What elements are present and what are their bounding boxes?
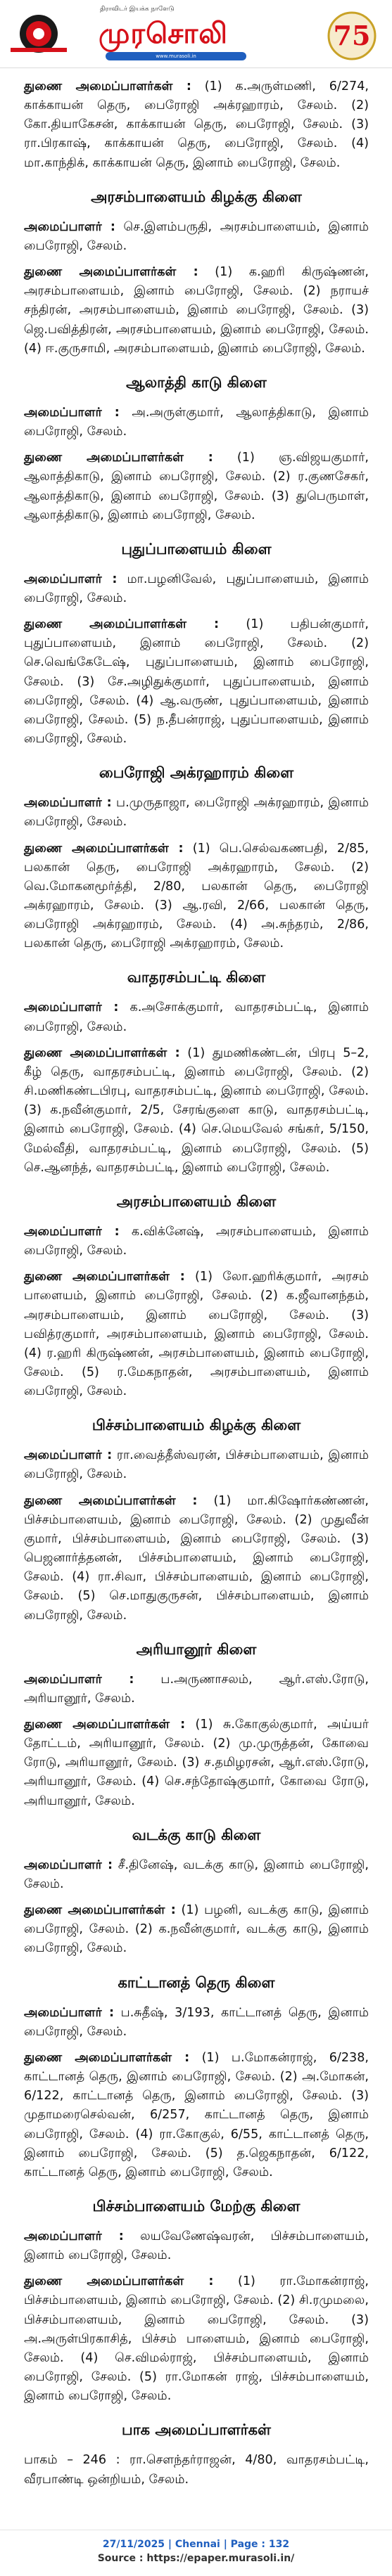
member-paragraph — [24, 1446, 369, 1484]
role-label: அமைப்பாளர் : — [24, 1000, 119, 1015]
role-label: அமைப்பாளர் : — [24, 219, 115, 234]
role-label: அமைப்பாளர் : — [24, 1857, 113, 1872]
member-details: செ.இளம்பருதி, அரசம்பாளையம், இனாம் பைரோஜி, சேலம். — [24, 219, 369, 253]
role-label: அமைப்பாளர் : — [24, 2005, 114, 2020]
anniversary-75-badge-icon — [310, 10, 386, 62]
role-label: துணை அமைப்பாளர்கள் : — [24, 1718, 186, 1732]
role-label: துணை அமைப்பாளர்கள் : — [24, 1903, 176, 1918]
member-details: (1) க.அருள்மணி, 6/274, காக்காயன் தெரு, பைரோஜி அக்ரஹாரம், சேலம். (2) கோ.தியாகேசன், காக்காயன் தெரு, பைரோஜி, சேலம். (3) ரா.பிரகாஷ், காக்காயன் தெரு, பைரோஜி, சேலம். (4) மா.காந்திக், காக்காயன் தெரு, இனாம் பைரோஜி, சேலம். — [24, 79, 369, 170]
branch-heading: வாதரசம்பட்டி கிளை — [127, 969, 266, 986]
member-details: ப.முருதாஜா, பைரோஜி அக்ரஹாரம், இனாம் பைரோஜி, சேலம். — [24, 796, 369, 830]
role-label: துணை அமைப்பாளர்கள் : — [24, 1493, 198, 1508]
party-emblem-icon — [7, 13, 70, 55]
masthead — [0, 0, 392, 68]
branch-heading: பாக அமைப்பாளர்கள் — [122, 2421, 271, 2439]
member-paragraph — [24, 1901, 369, 1958]
member-paragraph — [24, 839, 369, 954]
member-details: லயவேணேஷ்வரன், பிச்சம்பாளையம், இனாம் பைரோஜி, சேலம். — [24, 2229, 369, 2263]
member-details: (1) பெ.செல்வகணபதி, 2/85, பலகான் தெரு, பைரோஜி அக்ரஹாரம், சேலம். (2) வெ.மோகனமூர்த்தி, 2/80, பலகான் தெரு, பைரோஜி அக்ரஹாரம், சேலம். (3) ஆ.ரவி, 2/66, பலகான் தெரு, பைரோஜி அக்ரஹாரம், சேலம். (4) அ.சுந்தரம், 2/86, பலகான் தெரு, பைரோஜி அக்ரஹாரம், சேலம். — [24, 841, 369, 951]
member-paragraph — [24, 77, 369, 173]
member-paragraph — [24, 794, 369, 832]
role-label: அமைப்பாளர் : — [24, 1672, 134, 1687]
member-details: ப.அருணாசலம், ஆர்.எஸ்.ரோடு, அரியானூர், சேலம். — [24, 1672, 369, 1706]
member-paragraph — [24, 2004, 369, 2042]
role-label: துணை அமைப்பாளர்கள் : — [24, 265, 198, 280]
role-label: துணை அமைப்பாளர்கள் : — [24, 841, 184, 856]
member-paragraph — [24, 1044, 369, 1178]
member-paragraph — [24, 570, 369, 608]
branch-heading: புதுப்பாளையம் கிளை — [121, 540, 272, 558]
role-label: துணை அமைப்பாளர்கள் : — [24, 2050, 190, 2065]
member-details: (1) பதிபன்குமார், புதுப்பாளையம், இனாம் பைரோஜி, சேலம். (2) செ.வெங்கேடேஷ், புதுப்பாளையம், இனாம் பைரோஜி, சேலம். (3) சே.அழிதுக்குமார், புதுப்பாளையம், இனாம் பைரோஜி, சேலம். (4) ஆ.வருண், புதுப்பாளையம், இனாம் பைரோஜி, சேலம். (5) ந.தீபன்ராஜ், புதுப்பாளையம், இனாம் பைரோஜி, சேலம். — [24, 617, 369, 747]
member-details: சீ.தினேஷ், வடக்கு காடு, இனாம் பைரோஜி, சேலம். — [24, 1857, 369, 1891]
member-details: (1) சு.கோகுல்குமார், அய்யர் தோட்டம், அரியானூர், சேலம். (2) மு.முருத்தன், கோவை ரோடு, அரியானூர், சேலம். (3) ச.தமிழரசன், ஆர்.எஸ்.ரோடு, அரியானூர், சேலம். (4) செ.சந்தோஷ்குமார், கோவை ரோடு, அரியானூர், சேலம். — [24, 1718, 369, 1808]
member-paragraph — [24, 449, 369, 525]
branch-heading: அரசம்பாளையம் கிழக்கு கிளை — [91, 188, 302, 205]
member-paragraph — [24, 1492, 369, 1625]
newspaper-name: முரசொலி — [99, 18, 228, 50]
branch-heading: பிச்சம்பாளையம் மேற்கு கிளை — [92, 2197, 301, 2215]
member-paragraph — [24, 218, 369, 256]
member-details: (1) துமணிகண்டன், பிரபு 5–2, கீழ் தெரு, வாதரசம்பட்டி, இனாம் பைரோஜி, சேலம். (2) சி.மணிகண்டபிரபு, வாதரசம்பட்டி, இனாம் பைரோஜி, சேலம். (3) க.நவீன்குமார், 2/5, சேரங்குளை காடு, வாதரசம்பட்டி, இனாம் பைரோஜி, சேலம். (4) செ.மெயவேல் சங்கர், 5/150, மேல்வீதி, வாதரசம்பட்டி, இனாம் பைரோஜி, சேலம். (5) செ.ஆனந்த், வாதரசம்பட்டி, இனாம் பைரோஜி, சேலம். — [24, 1045, 369, 1175]
member-paragraph — [24, 1223, 369, 1261]
branch-heading: வடக்கு காடு கிளை — [132, 1826, 261, 1843]
role-label: துணை அமைப்பாளர்கள் : — [24, 451, 213, 465]
role-label: அமைப்பாளர் : — [24, 405, 120, 420]
member-paragraph — [24, 2451, 369, 2489]
member-paragraph — [24, 2272, 369, 2406]
branch-heading: பிச்சம்பாளையம் கிழக்கு கிளை — [91, 1417, 301, 1434]
member-details: க.விக்னேஷ், அரசம்பாளையம், இனாம் பைரோஜி, சேலம். — [24, 1224, 369, 1258]
website-link[interactable]: www.murasoli.in — [106, 52, 246, 60]
member-paragraph — [24, 1715, 369, 1811]
member-details: (1) மா.கிஷோர்கண்ணன், பிச்சம்பாளையம், இனாம் பைரோஜி, சேலம். (2) முதுவீன் குமார், பிச்சம்பாளையம், இனாம் பைரோஜி, சேலம். (3) பெஜனார்த்தனன், பிச்சம்பாளையம், இனாம் பைரோஜி, சேலம். (4) ரா.சிவா, பிச்சம்பாளையம், இனாம் பைரோஜி, சேலம். (5) செ.மாதுகுருசன், பிச்சம்பாளையம், இனாம் பைரோஜி, சேலம். — [24, 1493, 369, 1623]
member-paragraph — [24, 998, 369, 1036]
member-paragraph — [24, 1670, 369, 1708]
member-details: மா.பழனிவேல், புதுப்பாளையம், இனாம் பைரோஜி, சேலம். — [24, 572, 369, 605]
member-paragraph — [24, 1856, 369, 1894]
member-details: ப.சுதீஷ், 3/193, காட்டானத் தெரு, இனாம் பைரோஜி, சேலம். — [24, 2005, 369, 2039]
role-label: துணை அமைப்பாளர்கள் : — [24, 1270, 185, 1284]
member-paragraph — [24, 2227, 369, 2265]
branch-heading: ஆலாத்தி காடு கிளை — [126, 373, 267, 391]
member-paragraph — [24, 615, 369, 749]
anniversary-number: 75 — [333, 20, 371, 51]
role-label: அமைப்பாளர் : — [24, 572, 118, 586]
member-details: (1) லோ.ஹரிக்குமார், அரசம் பாளையம், இனாம் பைரோஜி, சேலம். (2) க.ஜீவானந்தம், அரசம்பாளையம், இனாம் பைரோஜி, சேலம். (3) பவித்ரகுமார், அரசம்பாளையம், இனாம் பைரோஜி, சேலம். (4) ர.ஹரி கிருஷ்ணன், அரசம்பாளையம், இனாம் பைரோஜி, சேலம். (5) ர.மேகநாதன், அரசம்பாளையம், இனாம் பைரோஜி, சேலம். — [24, 1270, 369, 1399]
branch-heading: பைரோஜி அக்ரஹாரம் கிளை — [99, 764, 294, 782]
page-footer — [0, 2530, 392, 2576]
role-label: அமைப்பாளர் : — [24, 1448, 113, 1463]
source-url[interactable]: Source : https://epaper.murasoli.in/ — [97, 2553, 295, 2564]
article-body — [24, 77, 369, 2497]
member-paragraph — [24, 404, 369, 442]
role-label: அமைப்பாளர் : — [24, 2229, 124, 2243]
branch-heading: அரியானூர் கிளை — [136, 1640, 257, 1658]
member-details: (1) ரா.மோகன்ராஜ், பிச்சம்பாளையம், இனாம் பைரோஜி, சேலம். (2) சி.ரமுமலை, பிச்சம்பாளையம், இனாம் பைரோஜி, சேலம். (3) அ.அருள்பிரகாசித், பிச்சம் பாளையம், இனாம் பைரோஜி, சேலம். (4) செ.விமல்ராஜ், பிச்சம்பாளையம், இனாம் பைரோஜி, சேலம். (5) ரா.மோகன் ராஜ், பிச்சம்பாளையம், இனாம் பைரோஜி, சேலம். — [24, 2274, 369, 2404]
member-paragraph — [24, 263, 369, 359]
member-details: (1) பழனி, வடக்கு காடு, இனாம் பைரோஜி, சேலம். (2) க.நவீன்குமார், வடக்கு காடு, இனாம் பைரோஜி, சேலம். — [24, 1903, 369, 1956]
masthead-tagline: திராவிடர் இயக்க நாளேடு — [100, 6, 175, 13]
role-label: அமைப்பாளர் : — [24, 796, 112, 811]
member-paragraph — [24, 1268, 369, 1401]
member-details: (1) க.ஹரி கிருஷ்ணன், அரசம்பாளையம், இனாம் பைரோஜி, சேலம். (2) நராயச் சந்திரன், அரசம்பாளையம், இனாம் பைரோஜி, சேலம். (3) ஜெ.பவித்திரன், அரசம்பாளையம், இனாம் பைரோஜி, சேலம். (4) ஈ.குருசாமி, அரசம்பாளையம், இனாம் பைரோஜி, சேலம். — [24, 265, 369, 356]
role-label: துணை அமைப்பாளர்கள் : — [24, 2274, 214, 2289]
role-label: துணை அமைப்பாளர்கள் : — [24, 1045, 180, 1060]
member-details: பாகம் – 246 : ரா.சௌந்தர்ராஜன், 4/80, வாதரசம்பட்டி, வீரபாண்டி ஒன்றியம், சேலம். — [24, 2453, 369, 2487]
member-details: ரா.வைத்தீஸ்வரன், பிச்சம்பாளையம், இனாம் பைரோஜி, சேலம். — [24, 1448, 369, 1482]
member-paragraph — [24, 2049, 369, 2182]
branch-heading: அரசம்பாளையம் கிளை — [116, 1192, 277, 1210]
branch-heading: காட்டானத் தெரு கிளை — [118, 1973, 275, 1991]
role-label: துணை அமைப்பாளர்கள் : — [24, 617, 220, 632]
member-details: க.அசோக்குமார், வாதரசம்பட்டி, இனாம் பைரோஜி, சேலம். — [24, 1000, 369, 1034]
member-details: (1) ஞ.விஜயகுமார், ஆலாத்திகாடு, இனாம் பைரோஜி, சேலம். (2) ர.குணசேகர், ஆலாத்திகாடு, இனாம் பைரோஜி, சேலம். (3) துபெருமாள், ஆலாத்திகாடு, இனாம் பைரோஜி, சேலம். — [24, 451, 369, 522]
role-label: அமைப்பாளர் : — [24, 1224, 120, 1239]
role-label: துணை அமைப்பாளர்கள் : — [24, 79, 191, 94]
member-details: (1) ப.மோகன்ராஜ், 6/238, காட்டானத் தெரு, இனாம் பைரோஜி, சேலம். (2) அ.மோகன், 6/122, காட்டானத் தெரு, இனாம் பைரோஜி, சேலம். (3) முதாமரைசெல்வன், 6/257, காட்டானத் தெரு, இனாம் பைரோஜி, சேலம். (4) ரா.கோகுல், 6/55, காட்டானத் தெரு, இனாம் பைரோஜி, சேலம். (5) த.ஜெகநாதன், 6/122, காட்டானத் தெரு, இனாம் பைரோஜி, சேலம். — [24, 2050, 369, 2179]
edition-info: 27/11/2025 | Chennai | Page : 132 — [102, 2539, 290, 2550]
member-details: அ.அருள்குமார், ஆலாத்திகாடு, இனாம் பைரோஜி, சேலம். — [24, 405, 369, 439]
